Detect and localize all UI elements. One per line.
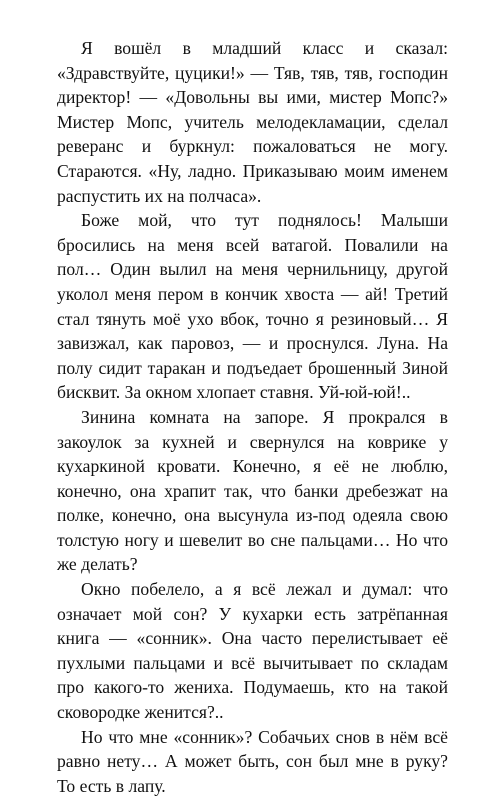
paragraph-5: Но что мне «сонник»? Собачьих снов в нём всё равно нету… А может быть, сон был мне в руку? То есть в лапу. [57,726,448,796]
paragraph-4: Окно побелело, а я всё лежал и думал: что означает мой сон? У кухарки есть затрёпанная книга — «сонник». Она часто перелистывает её пухлыми пальцами и всё вычитывает по складам про какого-то жениха. Подумаешь, кто на такой сковородке женится?.. [57,579,448,723]
paragraph-3: Зинина комната на запоре. Я прокрался в закоулок за кухней и свернулся на коврике у кухаркиной кровати. Конечно, я её не люблю, конечно, она храпит так, что банки дребезжат на полке, конечно, она высунула из-под одеяла свою толстую ногу и шевелит во сне пальцами… Но что же делать? [57,406,448,575]
body-text [57,36,448,798]
paragraph-2: Боже мой, что тут поднялось! Малыши бросились на меня всей ватагой. Повалили на пол… Один вылил на меня чернильницу, другой уколол меня пером в кончик хвоста — ай! Третий стал тянуть моё ухо вбок, точно я резиновый… Я завизжал, как паровоз, — и проснулся. Луна. На полу сидит таракан и подъедает брошенный Зиной бисквит. За окном хлопает ставня. Уй-юй-юй!.. [57,210,448,403]
paragraph-1: Я вошёл в младший класс и сказал: «Здравствуйте, цуцики!» — Тяв, тяв, тяв, господин директор! — «Довольны вы ими, мистер Мопс?» Мистер Мопс, учитель мелодекламации, сделал реверанс и буркнул: пожаловаться не могу. Стараются. «Ну, ладно. Приказываю моим именем распустить их на полчаса». [57,38,448,206]
